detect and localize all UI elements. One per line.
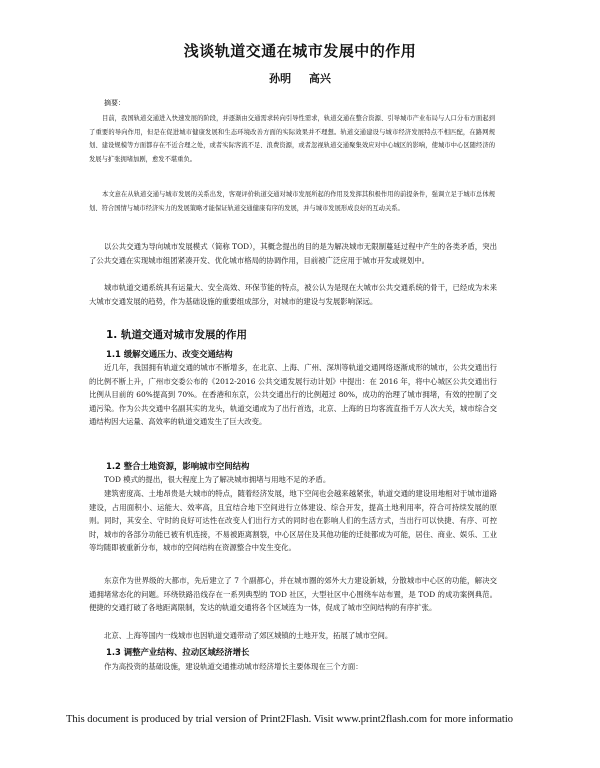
body-paragraph: 作为高投资的基础设施，建设轨道交通推动城市经济增长主要体现在三个方面： [104, 662, 363, 671]
subsection-heading: 1.3 调整产业结构、拉动区域经济增长 [106, 647, 250, 657]
abstract-paragraph: 本文意在从轨道交通与城市发展的关系出发，客观评价轨道交通对城市发展所起的作用及发挥其积极作用的前提条件，强调立足于城市总体规划、符合国情与城市经济实力的发展策略才能保证轨道交通健康有序的发展，并与城市发展形成良好的互动关系。 [89, 191, 495, 212]
trial-watermark-footer: This document is produced by trial version of Print2Flash. Visit www.print2flash.com for more informatio [66, 714, 514, 725]
abstract-paragraph: 目前，我国轨道交通进入快速发展的阶段，并逐渐由交通需求转向引导性需求，轨道交通在整合资源、引导城市产业布局与人口分布方面起到了重要的导向作用，但是在促进城市健康发展和生态环境改善方面的实际效果并不理想。轨道交通建设与城市经济发展特点不相匹配，在路网规划、建设规模等方面都存在不近合理之处，或者实际客流不足、浪费资源，或者忽视轨道交通聚集效应对中心城区的影响，使城市中心区随经济的发展与扩张拥堵加剧，愈发不堪重负。 [89, 115, 495, 163]
subsection-heading: 1.2 整合土地资源，影响城市空间结构 [106, 461, 250, 471]
section-heading: 1. 轨道交通对城市发展的作用 [106, 329, 247, 341]
subsection-heading: 1.1 缓解交通压力、改变交通结构 [106, 349, 233, 359]
authors: 孙明 高兴 [269, 72, 331, 85]
intro-paragraph: 城市轨道交通系统具有运量大、安全高效、环保节能的特点，被公认为是现在大城市公共交通系统的骨干，已经成为未来大城市交通发展的趋势，作为基础设施的重要组成部分，对城市的建设与发展影响深远。 [89, 283, 497, 306]
body-paragraph: TOD 模式的提出，很大程度上为了解决城市拥堵与用地不足的矛盾。 [104, 475, 331, 484]
intro-paragraph: 以公共交通为导向城市发展模式（简称 TOD），其概念提出的目的是为解决城市无限制蔓延过程中产生的各类矛盾，突出了公共交通在实现城市组团紧凑开发、优化城市格局的协调作用，目前被广泛应用于城市开发或规划中。 [89, 242, 497, 265]
body-paragraph: 建筑密度高、土地昂贵是大城市的特点，随着经济发展，地下空间也会越来越紧张，轨道交通的建设用地相对于城市道路建设，占用面积小、运能大、效率高，且宜结合地下空间进行立体建设、综合开发，提高土地利用率，符合可持续发展的原则。同时，其安全、守时的良好可达性在改变人们出行方式的同时也在影响人们的生活方式，当出行可以快捷、有序、可控时，城市的各部分功能已被有机连接，不易被距离割裂，中心区居住及其他功能的迁徙都成为可能，居住、商业、娱乐、工业等均随即被重新分布，城市的空间结构在资源整合中发生变化。 [89, 489, 497, 553]
abstract-label: 摘要： [104, 99, 125, 107]
body-paragraph: 近几年，我国拥有轨道交通的城市不断增多，在北京、上海、广州、深圳等轨道交通网络逐渐成形的城市，公共交通出行的比例不断上升，广州市交委公布的《2012-2016 公共交通发展行动计划》中提出：在 2016 年，将中心城区公共交通出行比例从目前的 60%提高到 70%。在香港和东京，公共交通出行的比例超过 80%，成功的治理了城市拥堵，有效的控制了交通污染。作为公共交通中名副其实的龙头，轨道交通成为了出行首选，北京、上海的日均客流直指千万人次大关，城市综合交通结构因大运量、高效率的轨道交通发生了巨大改变。 [89, 363, 497, 427]
body-paragraph: 东京作为世界级的大都市，先后建立了 7 个副都心，并在城市圈的郊外大力建设新城，分散城市中心区的功能，解决交通拥堵常态化的问题。环绕铁路沿线存在一系列典型的 TOD 社区，大型社区中心围绕车站布置，是 TOD 的成功案例典范。便捷的交通打破了各地距离限制，发达的轨道交通将各个区域连为一体，促成了城市空间结构的有序扩张。 [89, 576, 497, 613]
body-paragraph: 北京、上海等国内一线城市也因轨道交通带动了郊区城镇的土地开发，拓展了城市空间。 [104, 631, 393, 640]
page-title: 浅谈轨道交通在城市发展中的作用 [183, 42, 417, 60]
